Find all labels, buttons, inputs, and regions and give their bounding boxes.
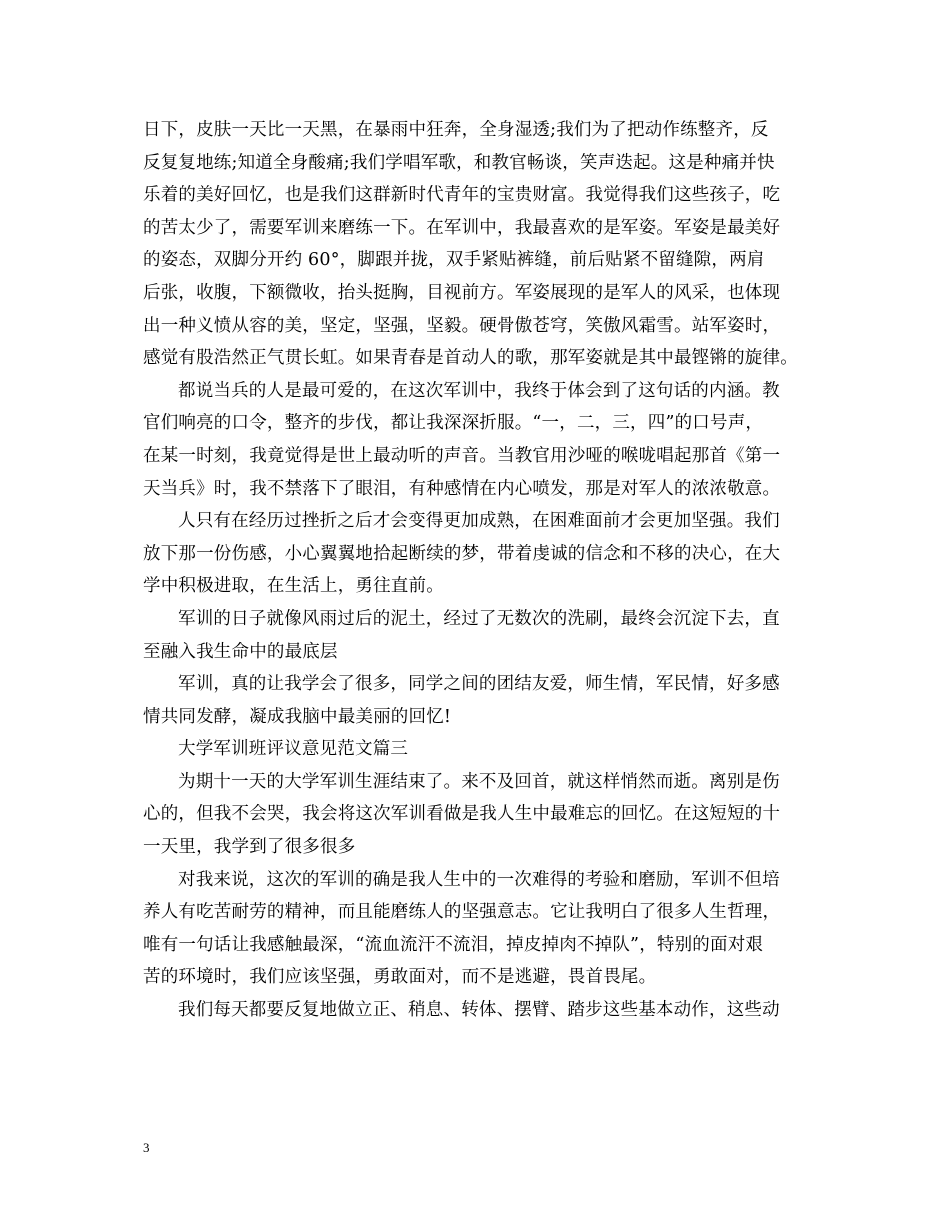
text-line: 天当兵》时，我不禁落下了眼泪，有种感情在内心喷发，那是对军人的浓浓敬意。 bbox=[143, 478, 781, 499]
page-number: 3 bbox=[143, 1140, 150, 1155]
document-body bbox=[143, 114, 813, 1027]
text-line: 后张，收腹，下额微收，抬头挺胸，目视前方。军姿展现的是军人的风采，也体现 bbox=[143, 282, 781, 303]
text-line: 苦的环境时，我们应该坚强，勇敢面对，而不是逃避，畏首畏尾。 bbox=[143, 967, 657, 988]
body-text bbox=[143, 114, 813, 1027]
text-line: 人只有在经历过挫折之后才会变得更加成熟，在困难面前才会更加坚强。我们 bbox=[178, 511, 780, 532]
text-line: 军训的日子就像风雨过后的泥土，经过了无数次的洗刷，最终会沉淀下去，直 bbox=[178, 608, 780, 629]
text-line: 养人有吃苦耐劳的精神，而且能磨练人的坚强意志。它让我明白了很多人生哲理， bbox=[143, 902, 781, 923]
text-line: 唯有一句话让我感触最深，“流血流汗不流泪，掉皮掉肉不掉队”，特别的面对艰 bbox=[143, 934, 764, 955]
text-line: 至融入我生命中的最底层 bbox=[143, 641, 338, 662]
text-line: 出一种义愤从容的美，坚定，坚强，坚毅。硬骨傲苍穹，笑傲风霜雪。站军姿时， bbox=[143, 315, 781, 336]
text-line: 学中积极进取，在生活上，勇往直前。 bbox=[143, 576, 444, 597]
text-line: 心的，但我不会哭，我会将这次军训看做是我人生中最难忘的回忆。在这短短的十 bbox=[143, 804, 781, 825]
text-line: 反复复地练;知道全身酸痛;我们学唱军歌，和教官畅谈，笑声迭起。这是种痛并快 bbox=[143, 152, 775, 173]
text-line: 乐着的美好回忆，也是我们这群新时代青年的宝贵财富。我觉得我们这些孩子，吃 bbox=[143, 185, 781, 206]
text-line: 我们每天都要反复地做立正、稍息、转体、摆臂、踏步这些基本动作，这些动 bbox=[178, 1000, 780, 1021]
text-line: 放下那一份伤感，小心翼翼地拾起断续的梦，带着虔诚的信念和不移的决心，在大 bbox=[143, 543, 781, 564]
text-line: 军训，真的让我学会了很多，同学之间的团结友爱，师生情，军民情，好多感 bbox=[178, 674, 780, 695]
text-line: 的苦太少了，需要军训来磨练一下。在军训中，我最喜欢的是军姿。军姿是最美好 bbox=[143, 217, 781, 238]
text-line: 情共同发酵，凝成我脑中最美丽的回忆! bbox=[143, 706, 452, 727]
text-line: 都说当兵的人是最可爱的，在这次军训中，我终于体会到了这句话的内涵。教 bbox=[178, 380, 780, 401]
text-line: 在某一时刻，我竟觉得是世上最动听的声音。当教官用沙哑的喉咙唱起那首《第一 bbox=[143, 445, 781, 466]
text-line: 官们响亮的口令，整齐的步伐，都让我深深折服。“一，二，三，四”的口号声， bbox=[143, 413, 764, 434]
text-line: 的姿态，双脚分开约 60°，脚跟并拢，双手紧贴裤缝，前后贴紧不留缝隙，两肩 bbox=[143, 250, 765, 271]
text-line: 一天里，我学到了很多很多 bbox=[143, 837, 356, 858]
text-line: 感觉有股浩然正气贯长虹。如果青春是首动人的歌，那军姿就是其中最铿锵的旋律。 bbox=[143, 348, 798, 369]
text-line: 为期十一天的大学军训生涯结束了。来不及回首，就这样悄然而逝。离别是伤 bbox=[178, 771, 780, 792]
text-line: 对我来说，这次的军训的确是我人生中的一次难得的考验和磨励，军训不但培 bbox=[178, 869, 780, 890]
text-line: 日下，皮肤一天比一天黑，在暴雨中狂奔，全身湿透;我们为了把动作练整齐，反 bbox=[143, 120, 769, 140]
text-line: 大学军训班评议意见范文篇三 bbox=[178, 739, 409, 760]
